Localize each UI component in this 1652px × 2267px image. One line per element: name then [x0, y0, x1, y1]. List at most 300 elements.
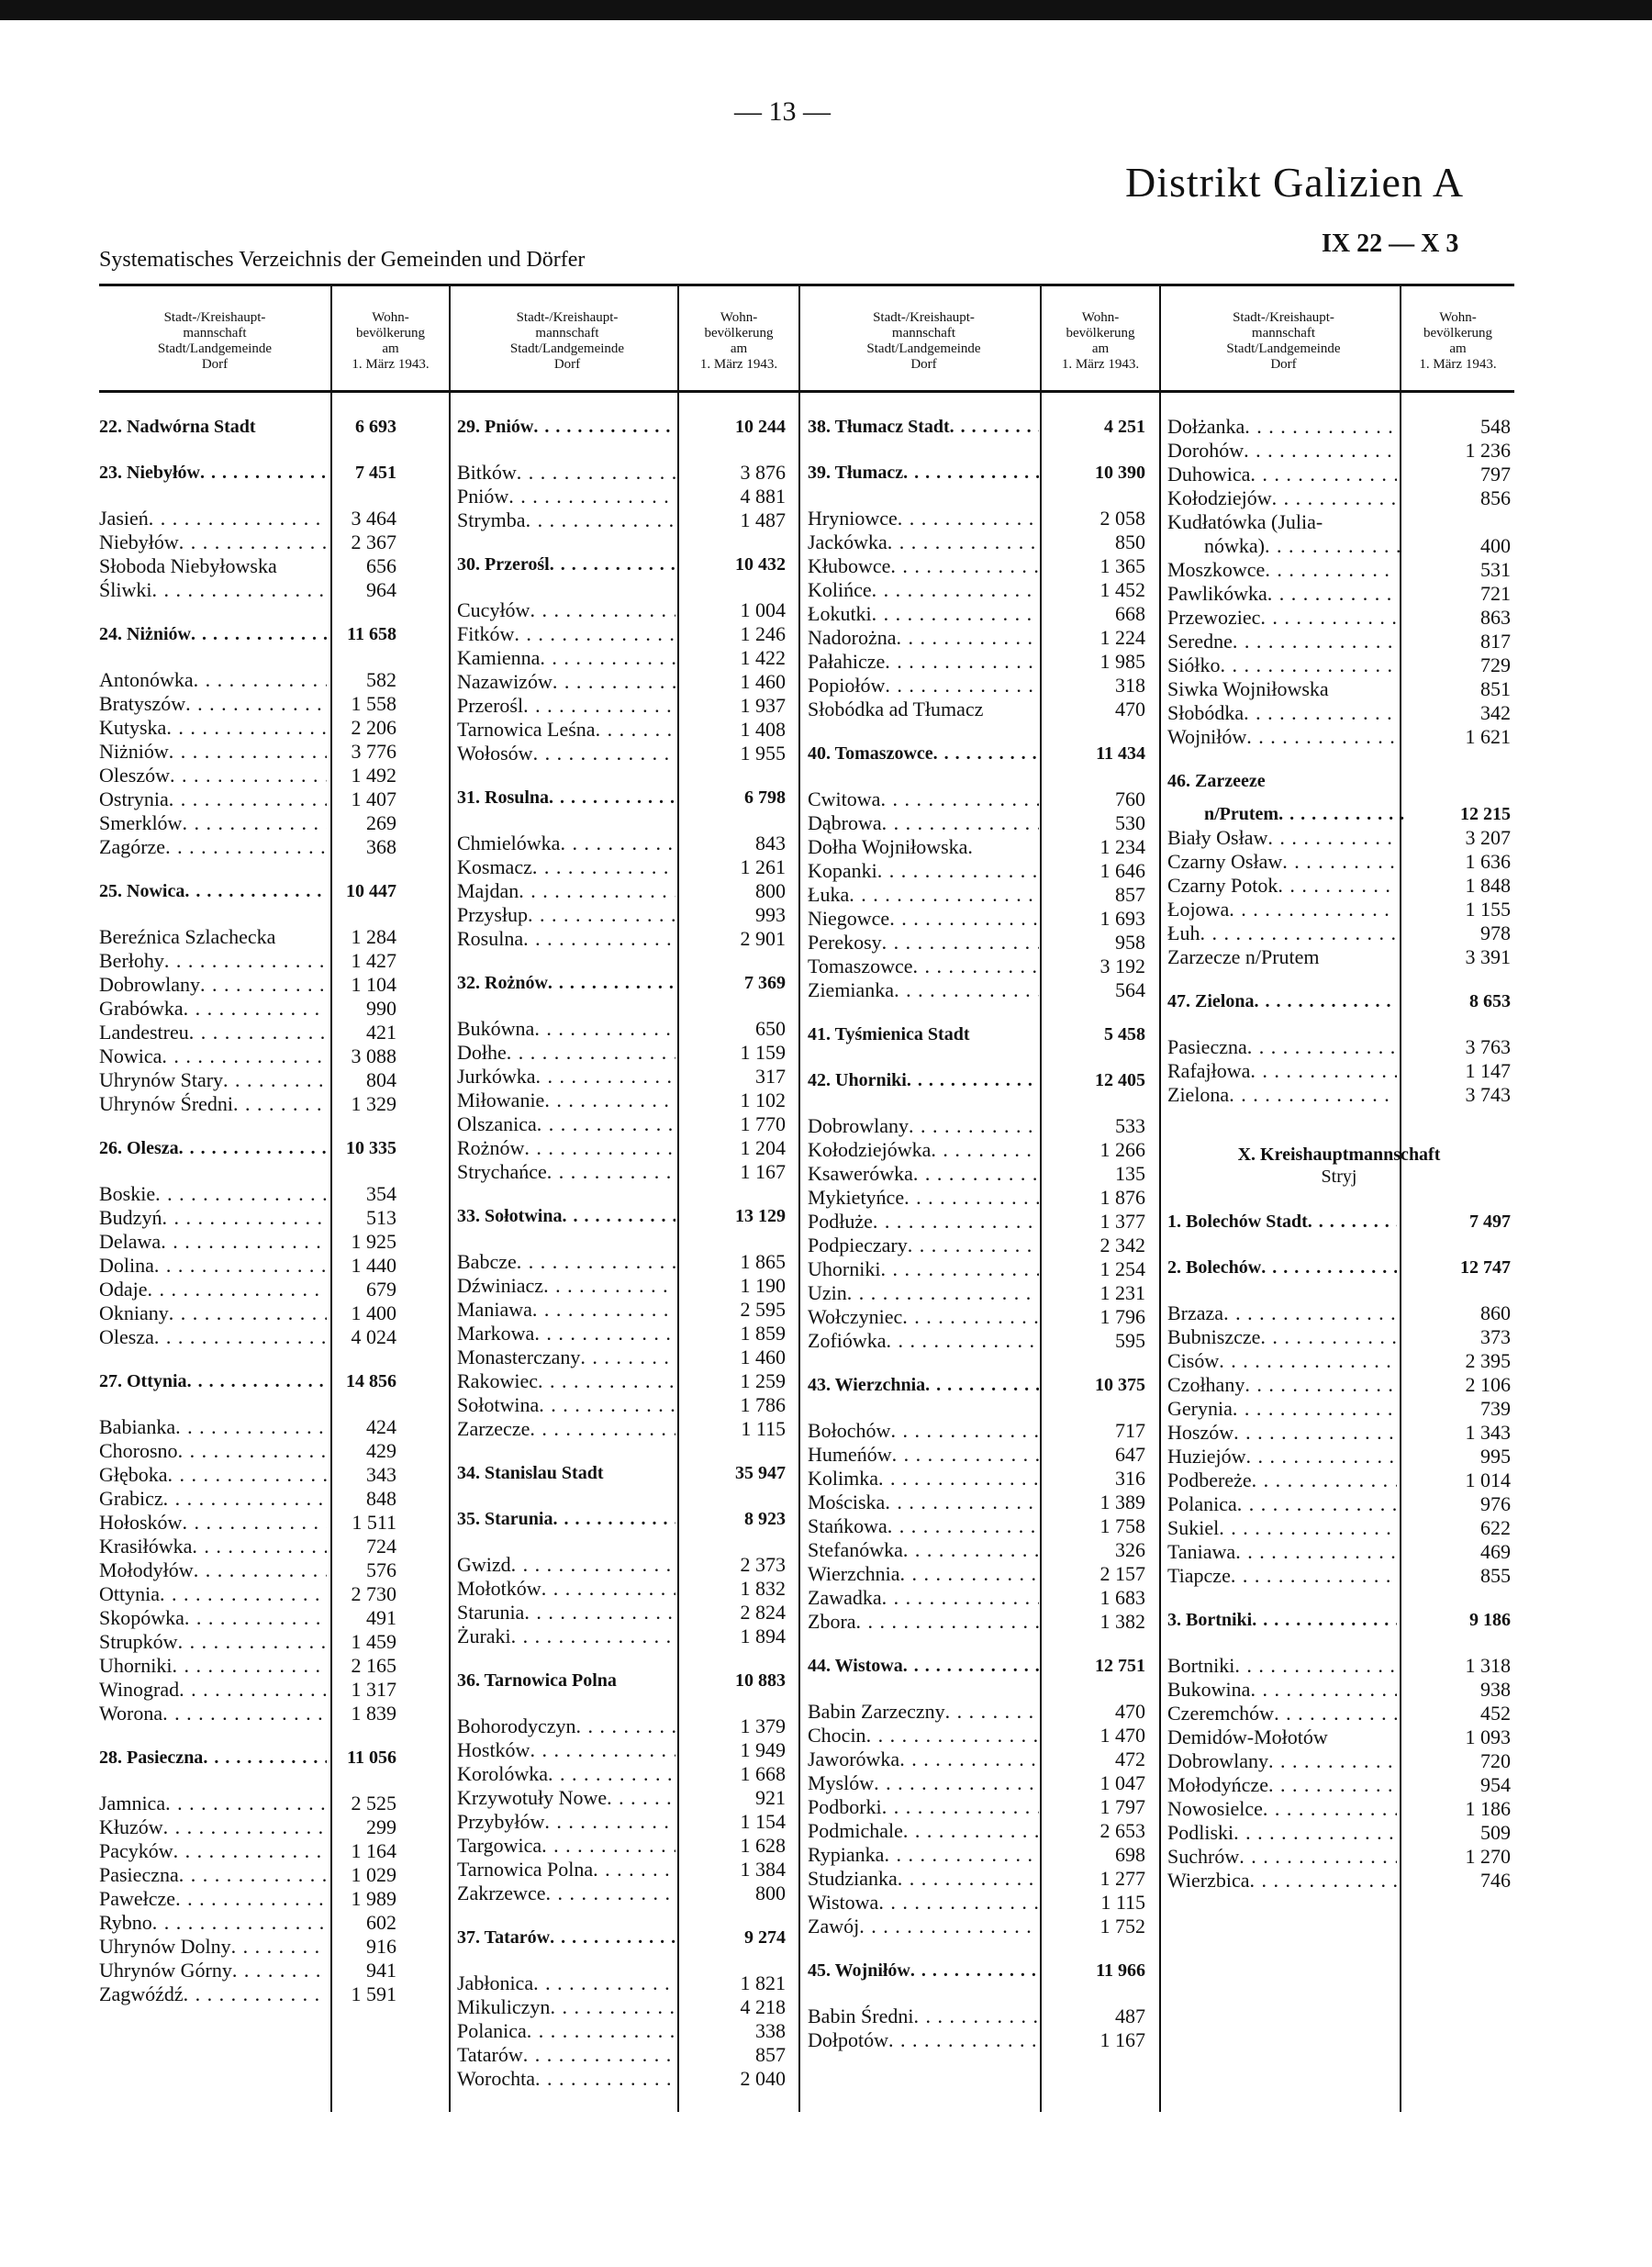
place-name: Kosmacz . . . [457, 855, 675, 879]
place-row [99, 1982, 396, 2006]
place-name: Podborki . . . [808, 1795, 1039, 1819]
place-row [808, 1162, 1145, 1186]
place-row [1167, 1702, 1511, 1725]
header-population-line: am [382, 341, 399, 356]
header-population-line: am [1091, 341, 1110, 356]
place-row [457, 1250, 786, 1274]
place-name: Chmielówka . . . [457, 832, 675, 855]
place-row [808, 1257, 1145, 1281]
population-value: 860 [1480, 1301, 1511, 1324]
population-value: 13 129 [735, 1206, 786, 1226]
population-value: 469 [1480, 1540, 1511, 1563]
population-value: 1 155 [1465, 898, 1511, 921]
population-value: 2 206 [351, 716, 396, 739]
place-name: Popiołów . . . [808, 674, 1039, 698]
district-row [457, 1204, 786, 1228]
place-row [99, 1792, 396, 1815]
place-row [99, 811, 396, 835]
population-value: 1 758 [1099, 1514, 1145, 1537]
place-name: Podłuże . . . [808, 1210, 1039, 1234]
place-row [457, 2043, 786, 2067]
place-name: Pawlikówka . . . [1167, 582, 1397, 606]
population-value: 533 [1115, 1114, 1145, 1137]
header-population-column [1042, 296, 1159, 387]
place-name: Korolówka . . . [457, 1762, 675, 1786]
population-value: 530 [1115, 811, 1145, 834]
place-name: Grabicz . . . [99, 1487, 327, 1511]
district-name: 37. Tatarów . . . [457, 1926, 675, 1949]
place-name: Boskie . . . [99, 1182, 327, 1206]
district-name: 23. Niebyłów . . . [99, 461, 327, 485]
place-row [99, 554, 396, 578]
population-value: 1 164 [351, 1839, 396, 1862]
district-row [1167, 989, 1511, 1013]
population-value: 1 693 [1099, 907, 1145, 930]
place-row [457, 2019, 786, 2043]
place-row [808, 1891, 1145, 1915]
header-name-column [99, 296, 330, 387]
place-name: Strupków . . . [99, 1630, 327, 1654]
population-value: 724 [366, 1535, 396, 1558]
population-value: 1 154 [740, 1810, 786, 1833]
place-row [808, 955, 1145, 978]
district-row [1167, 1256, 1511, 1279]
population-value: 1 329 [351, 1092, 396, 1115]
population-value: 317 [755, 1065, 786, 1088]
place-name: Dąbrowa . . . [808, 811, 1039, 835]
place-name: Pasieczna . . . [99, 1863, 327, 1887]
place-row [457, 1089, 786, 1112]
district-row [457, 1926, 786, 1949]
district-row [1167, 1210, 1511, 1234]
population-value: 1 259 [740, 1369, 786, 1392]
population-value: 8 923 [744, 1509, 786, 1529]
population-value: 6 693 [355, 417, 396, 437]
place-name: Bohorodyczyn . . . [457, 1714, 675, 1738]
population-value: 10 883 [735, 1670, 786, 1691]
population-value: 3 743 [1465, 1083, 1511, 1106]
place-row [1167, 1797, 1511, 1821]
place-row [808, 698, 1145, 721]
place-row [808, 2005, 1145, 2028]
place-name: Gerynia . . . [1167, 1397, 1397, 1421]
population-value: 1 894 [740, 1625, 786, 1647]
place-row [99, 668, 396, 692]
header-name-column [808, 296, 1040, 387]
place-row [1167, 1059, 1511, 1083]
place-row [808, 1234, 1145, 1257]
district-name: 29. Pniów . . . [457, 415, 675, 439]
place-row [1167, 1516, 1511, 1540]
place-name: Łuka . . . [808, 883, 1039, 907]
place-name: Łokutki . . . [808, 602, 1039, 626]
district-name: 43. Wierzchnia . . . [808, 1373, 1039, 1397]
place-name: Kłubowce . . . [808, 554, 1039, 578]
place-name: Zagórze . . . [99, 835, 327, 859]
place-row [99, 1678, 396, 1702]
population-value: 1 382 [1099, 1610, 1145, 1633]
place-row [1167, 1083, 1511, 1107]
place-name: Majdan . . . [457, 879, 675, 903]
place-name: Myslów . . . [808, 1771, 1039, 1795]
place-name: Sołotwina . . . [457, 1393, 675, 1417]
place-row [457, 1041, 786, 1065]
place-row [99, 1887, 396, 1911]
district-row [808, 1068, 1145, 1092]
population-value: 582 [366, 668, 396, 691]
district-row [457, 553, 786, 576]
population-value: 2 040 [740, 2067, 786, 2090]
place-row [808, 1281, 1145, 1305]
header-population-line: 1. März 1943. [352, 357, 430, 372]
district-row [457, 415, 786, 439]
place-name: Humeńów . . . [808, 1443, 1039, 1467]
place-name: Zarzecze n/Prutem [1167, 945, 1320, 968]
place-row [1167, 1397, 1511, 1421]
district-row [99, 1746, 396, 1770]
district-row [457, 786, 786, 810]
population-value: 863 [1480, 606, 1511, 629]
place-name: Uhrynów Dolny . . . [99, 1935, 327, 1959]
place-name: Żuraki . . . [457, 1625, 675, 1648]
place-row [1167, 534, 1511, 558]
place-name: Słobódka ad Tłumacz [808, 698, 984, 720]
place-row [457, 461, 786, 485]
place-name: Kamienna . . . [457, 646, 675, 670]
header-top-rule [99, 284, 1514, 286]
place-name: Głęboka . . . [99, 1463, 327, 1487]
place-row [808, 1843, 1145, 1867]
place-name: Olesza . . . [99, 1325, 327, 1349]
population-value: 421 [366, 1021, 396, 1044]
district-row [99, 461, 396, 485]
population-value: 9 186 [1469, 1610, 1511, 1630]
place-row [99, 1301, 396, 1325]
place-name: Siwka Wojniłowska [1167, 677, 1329, 700]
place-name: Słoboda Niebyłowska [99, 554, 277, 577]
district-name: 44. Wistowa . . . [808, 1654, 1039, 1678]
place-name: Wołczyniec . . . [808, 1305, 1039, 1329]
place-row [457, 1601, 786, 1625]
place-name: Zofiówka . . . [808, 1329, 1039, 1353]
place-row [99, 716, 396, 740]
place-name: Czarny Osław . . . [1167, 850, 1397, 874]
population-value: 1 270 [1465, 1845, 1511, 1868]
place-name: Bereźnica Szlachecka [99, 925, 276, 948]
population-value: 1 377 [1099, 1210, 1145, 1233]
place-name: Tarnowica Leśna . . . [457, 718, 675, 742]
place-name: Niżniów . . . [99, 740, 327, 764]
header-name-line: Stadt/Landgemeinde [157, 341, 273, 356]
place-name: Gwizd . . . [457, 1553, 675, 1577]
header-name-line: Stadt/Landgemeinde [509, 341, 625, 356]
place-name: Monasterczany . . . [457, 1346, 675, 1369]
place-name: Czeremchów . . . [1167, 1702, 1397, 1725]
place-name: Bukówna . . . [457, 1017, 675, 1041]
place-row [808, 1586, 1145, 1610]
population-value: 1 147 [1465, 1059, 1511, 1082]
place-row [1167, 677, 1511, 701]
population-value: 1 102 [740, 1089, 786, 1111]
header-population-column [679, 296, 798, 387]
place-row [457, 879, 786, 903]
population-value: 1 115 [1100, 1891, 1145, 1914]
population-value: 1 408 [740, 718, 786, 741]
population-value: 990 [366, 997, 396, 1020]
place-name: Babin Zarzeczny . . . [808, 1700, 1039, 1724]
place-row [1167, 874, 1511, 898]
population-value: 1 231 [1099, 1281, 1145, 1304]
place-name: Berłohy . . . [99, 949, 327, 973]
population-value: 2 595 [740, 1298, 786, 1321]
population-value: 2 730 [351, 1582, 396, 1605]
place-row [99, 1463, 396, 1487]
population-value: 1 186 [1465, 1797, 1511, 1820]
place-name: Ziemianka . . . [808, 978, 1039, 1002]
header-population-line: bevölkerung [704, 326, 774, 341]
population-value: 1 400 [351, 1301, 396, 1324]
place-name: Bortniki . . . [1167, 1654, 1397, 1678]
place-name: Miłowanie . . . [457, 1089, 675, 1112]
population-value: 509 [1480, 1821, 1511, 1844]
header-population-line: 1. März 1943. [699, 357, 778, 372]
header-name-line: Dorf [1270, 357, 1297, 372]
place-row [457, 1858, 786, 1882]
place-row [457, 742, 786, 765]
place-row [457, 1995, 786, 2019]
population-value: 1 989 [351, 1887, 396, 1910]
population-value: 316 [1115, 1467, 1145, 1490]
place-row [99, 1959, 396, 1982]
header-name-line: mannschaft [535, 326, 599, 341]
population-value: 1 628 [740, 1834, 786, 1857]
population-value: 698 [1115, 1843, 1145, 1866]
population-value: 2 525 [351, 1792, 396, 1815]
place-row [1167, 1301, 1511, 1325]
place-name: Jaworówka . . . [808, 1748, 1039, 1771]
header-population-line: Wohn- [1439, 310, 1477, 325]
population-value: 739 [1480, 1397, 1511, 1420]
place-row [457, 1298, 786, 1322]
population-value: 269 [366, 811, 396, 834]
place-name: Kolińce . . . [808, 578, 1039, 602]
place-row [1167, 1469, 1511, 1492]
place-row [808, 1748, 1145, 1771]
place-name: Przysłup . . . [457, 903, 675, 927]
population-value: 4 881 [740, 485, 786, 508]
population-value: 1 683 [1099, 1586, 1145, 1609]
population-value: 8 653 [1469, 991, 1511, 1011]
header-name-line: Stadt/Landgemeinde [866, 341, 981, 356]
population-value: 3 776 [351, 740, 396, 763]
header-name-line: Dorf [201, 357, 229, 372]
population-value: 487 [1115, 2005, 1145, 2027]
place-row [99, 1911, 396, 1935]
place-name: Skopówka . . . [99, 1606, 327, 1630]
place-name: Mołodyńcze . . . [1167, 1773, 1397, 1797]
place-name: Dźwiniacz . . . [457, 1274, 675, 1298]
population-value: 3 207 [1465, 826, 1511, 849]
header-name-line: Stadt-/Kreishaupt- [1233, 310, 1334, 325]
place-name: Uhrynów Średni . . . [99, 1092, 327, 1116]
place-name: Zarzecze . . . [457, 1417, 675, 1441]
place-name: Polanica . . . [1167, 1492, 1397, 1516]
header-bottom-rule [99, 390, 1514, 393]
table-column-1 [99, 415, 396, 2006]
population-value: 342 [1480, 701, 1511, 724]
population-value: 2 901 [740, 927, 786, 950]
population-value: 3 876 [740, 461, 786, 484]
population-value: 797 [1480, 463, 1511, 486]
place-row [808, 1491, 1145, 1514]
place-name: Jamnica . . . [99, 1792, 327, 1815]
place-row [99, 507, 396, 530]
header-name-line: Stadt/Landgemeinde [1226, 341, 1341, 356]
population-value: 9 274 [744, 1927, 786, 1948]
population-value: 2 342 [1099, 1234, 1145, 1256]
district-row [808, 1373, 1145, 1397]
district-name: 35. Starunia . . . [457, 1507, 675, 1531]
scan-top-border [0, 0, 1652, 20]
population-value: 470 [1115, 1700, 1145, 1723]
population-value: 1 167 [1099, 2028, 1145, 2051]
population-value: 843 [755, 832, 786, 854]
place-row [1167, 1445, 1511, 1469]
population-value: 3 088 [351, 1044, 396, 1067]
population-value: 35 947 [735, 1463, 786, 1483]
district-name: 34. Stanislau Stadt [457, 1463, 604, 1483]
place-name: Kudłatówka (Julia- [1167, 510, 1323, 533]
population-value: 1 985 [1099, 650, 1145, 673]
place-row [457, 694, 786, 718]
district-name: 32. Rożnów . . . [457, 971, 675, 995]
place-row [808, 1305, 1145, 1329]
header-name-column [1167, 296, 1400, 387]
header-name-line: Dorf [910, 357, 937, 372]
place-row [1167, 701, 1511, 725]
place-name: Bubniszcze . . . [1167, 1325, 1397, 1349]
place-name: Śliwki . . . [99, 578, 327, 602]
population-value: 976 [1480, 1492, 1511, 1515]
place-row [457, 718, 786, 742]
place-name: Zbora . . . [808, 1610, 1039, 1634]
place-row [1167, 1845, 1511, 1869]
place-name: Dobrowlany . . . [808, 1114, 1039, 1138]
district-row [1167, 802, 1511, 826]
place-row [1167, 1564, 1511, 1588]
population-value: 12 215 [1460, 804, 1511, 824]
place-name: Chocin . . . [808, 1724, 1039, 1748]
place-name: Brzaza . . . [1167, 1301, 1397, 1325]
place-row [1167, 463, 1511, 486]
place-row [808, 578, 1145, 602]
population-value: 3 763 [1465, 1035, 1511, 1058]
place-row [1167, 1540, 1511, 1564]
district-row [808, 742, 1145, 765]
place-row [457, 485, 786, 508]
district-name: 30. Przerośl . . . [457, 553, 675, 576]
population-value: 1 492 [351, 764, 396, 787]
header-population-line: Wohn- [720, 310, 758, 325]
population-value: 1 752 [1099, 1915, 1145, 1938]
place-name: Wierzbica . . . [1167, 1869, 1397, 1893]
header-population-line: Wohn- [372, 310, 409, 325]
header-name-line: Dorf [553, 357, 581, 372]
population-value: 1 797 [1099, 1795, 1145, 1818]
place-row [808, 674, 1145, 698]
population-value: 2 653 [1099, 1819, 1145, 1842]
district-row [457, 1669, 786, 1692]
place-row [99, 1415, 396, 1439]
population-value: 10 390 [1095, 463, 1145, 483]
place-row [99, 1206, 396, 1230]
place-row [1167, 1654, 1511, 1678]
population-value: 958 [1115, 931, 1145, 954]
header-name-column [457, 296, 677, 387]
place-row [1167, 1349, 1511, 1373]
place-name: Krasiłówka . . . [99, 1535, 327, 1558]
place-row [99, 925, 396, 949]
place-name: Nadorożna . . . [808, 626, 1039, 650]
place-name: Hostków . . . [457, 1738, 675, 1762]
place-row [808, 2028, 1145, 2052]
population-value: 2 824 [740, 1601, 786, 1624]
section-code: IX 22 — X 3 [1322, 229, 1459, 258]
population-value: 1 029 [351, 1863, 396, 1886]
place-row [457, 903, 786, 927]
place-name: Dołhe . . . [457, 1041, 675, 1065]
place-row [457, 508, 786, 532]
place-name: Łuh . . . [1167, 921, 1397, 945]
population-value: 1 343 [1465, 1421, 1511, 1444]
place-name: Rafajłowa . . . [1167, 1059, 1397, 1083]
district-row [99, 879, 396, 903]
place-name: Bitków . . . [457, 461, 675, 485]
place-name: Jasień . . . [99, 507, 327, 530]
population-value: 1 459 [351, 1630, 396, 1653]
place-row [99, 1230, 396, 1254]
district-name: 2. Bolechów . . . [1167, 1256, 1397, 1279]
population-value: 1 204 [740, 1136, 786, 1159]
place-name: Ksawerówka . . . [808, 1162, 1039, 1186]
place-name: Bukowina . . . [1167, 1678, 1397, 1702]
place-name: Cisów . . . [1167, 1349, 1397, 1373]
district-name: 33. Sołotwina . . . [457, 1204, 675, 1228]
place-row [1167, 558, 1511, 582]
place-name: Ottynia . . . [99, 1582, 327, 1606]
place-row [1167, 1373, 1511, 1397]
population-value: 668 [1115, 602, 1145, 625]
column-divider [1159, 285, 1161, 2112]
population-value: 326 [1115, 1538, 1145, 1561]
place-name: Podliski . . . [1167, 1821, 1397, 1845]
place-name: Targowica . . . [457, 1834, 675, 1858]
table-subtitle: Systematisches Verzeichnis der Gemeinden und Dörfer [99, 248, 586, 272]
place-name: Cwitowa . . . [808, 787, 1039, 811]
population-value: 1 865 [740, 1250, 786, 1273]
place-name: Perekosy . . . [808, 931, 1039, 955]
place-row [1167, 921, 1511, 945]
place-name: Oleszów . . . [99, 764, 327, 787]
population-value: 452 [1480, 1702, 1511, 1725]
place-row [1167, 1869, 1511, 1893]
population-value: 1 646 [1099, 859, 1145, 882]
population-value: 10 335 [346, 1138, 396, 1158]
population-value: 1 254 [1099, 1257, 1145, 1280]
place-name: Odaje . . . [99, 1278, 327, 1301]
place-row [99, 1535, 396, 1558]
place-row [457, 1369, 786, 1393]
